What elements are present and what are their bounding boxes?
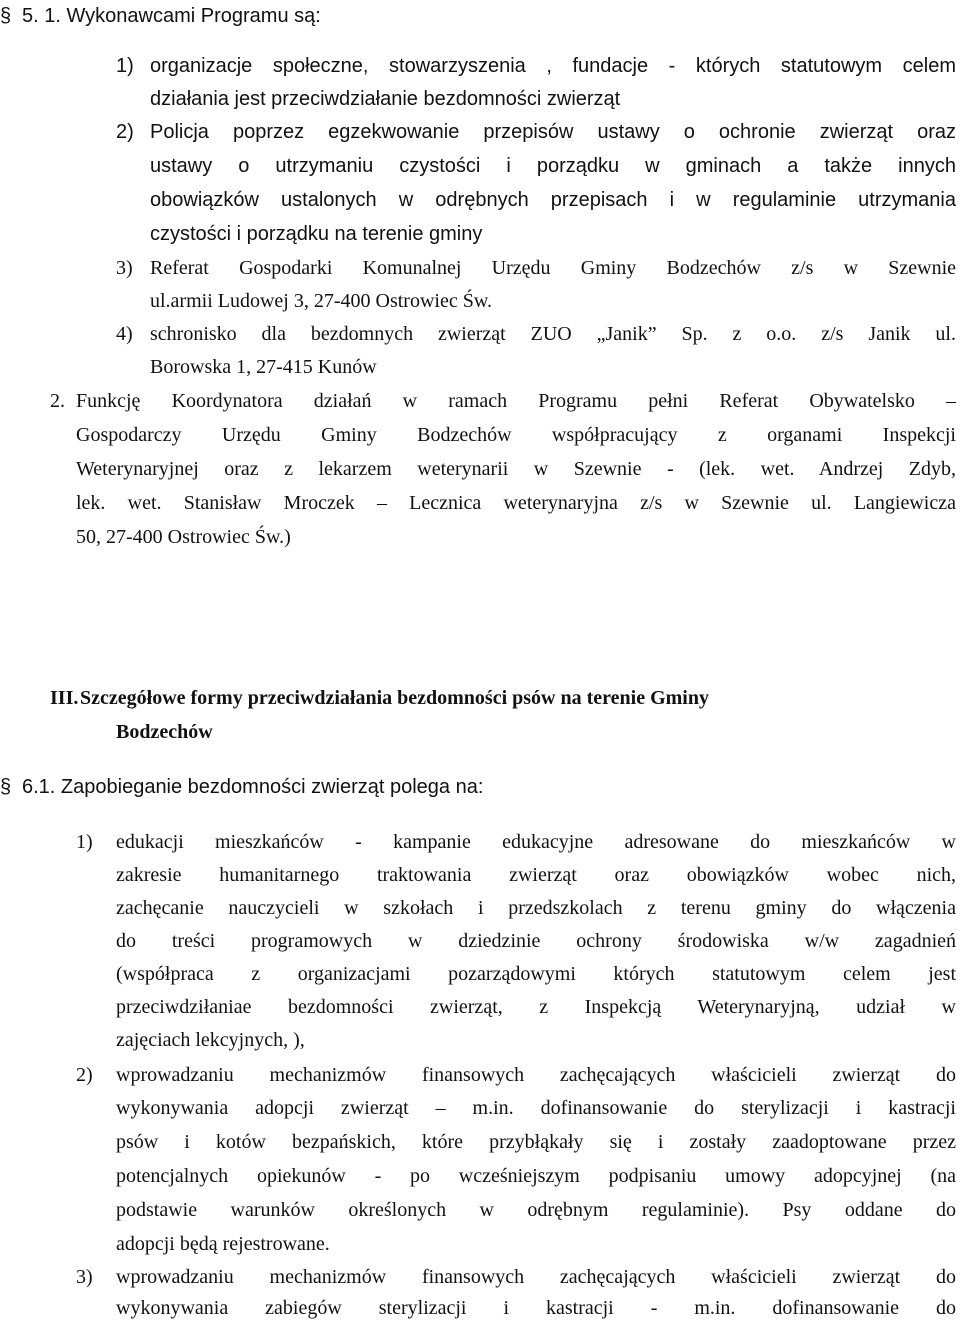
paragraph-line: Weterynaryjnej oraz z lekarzem weterynarii w Szewnie - (lek. wet. Andrzej Zdyb, [76,458,956,480]
list-item-line: ustawy o utrzymaniu czystości i porządku w gminach a także innych [150,155,956,177]
list-item-line: potencjalnych opiekunów - po wcześniejszym podpisaniu umowy adopcyjnej (na [116,1165,956,1187]
section-5-heading [0,0,321,33]
section-6-heading [0,771,483,804]
list-item-num: 1) [76,831,93,853]
list-item-num: 1) [116,55,134,77]
list-item-num: 3) [76,1266,93,1288]
list-item-line: wprowadzaniu mechanizmów finansowych zachęcających właścicieli zwierząt do [116,1266,956,1288]
paragraph-line: Funkcję Koordynatora działań w ramach Programu pełni Referat Obywatelsko – [76,390,956,412]
list-item-line: Policja poprzez egzekwowanie przepisów ustawy o ochronie zwierząt oraz [150,121,956,143]
section-6-heading-text: 6.1. Zapobieganie bezdomności zwierząt polega na: [22,776,484,798]
list-item-line: obowiązków ustalonych w odrębnych przepisach i w regulaminie utrzymania [150,189,956,211]
list-item-line: (współpraca z organizacjami pozarządowymi których statutowym celem jest [116,963,956,985]
list-item-line: Referat Gospodarki Komunalnej Urzędu Gminy Bodzechów z/s w Szewnie [150,257,956,279]
list-item-line: zajęciach lekcyjnych, ), [116,1029,305,1051]
list-item-line: wykonywania zabiegów sterylizacji i kastracji - m.in. dofinansowanie do [116,1297,956,1319]
point-num: 2. [50,390,65,412]
list-item-line: do treści programowych w dziedzinie ochrony środowiska w/w zagadnień [116,930,956,952]
paragraph-line: lek. wet. Stanisław Mroczek – Lecznica weterynaryjna z/s w Szewnie ul. Langiewicza [76,492,956,514]
list-item-line: wprowadzaniu mechanizmów finansowych zachęcających właścicieli zwierząt do [116,1064,956,1086]
chapter-title-continued: Bodzechów [116,721,213,743]
list-item-line: edukacji mieszkańców - kampanie edukacyjne adresowane do mieszkańców w [116,831,956,853]
list-item-line: Borowska 1, 27-415 Kunów [150,356,377,378]
list-item-num: 2) [116,121,134,143]
list-item-line: zachęcanie nauczycieli w szkołach i przedszkolach z terenu gminy do włączenia [116,897,956,919]
list-item-line: podstawie warunków określonych w odrębnym regulaminie). Psy oddane do [116,1199,956,1221]
chapter-numeral: III. [50,687,79,709]
paragraph-line: Gospodarczy Urzędu Gminy Bodzechów współpracujący z organami Inspekcji [76,424,956,446]
paragraph-line: 50, 27-400 Ostrowiec Św.) [76,526,291,548]
list-item-line: wykonywania adopcji zwierząt – m.in. dofinansowanie do sterylizacji i kastracji [116,1097,956,1119]
list-item-line: organizacje społeczne, stowarzyszenia , fundacje - których statutowym celem [150,55,956,77]
list-item-line: przeciwdziłaniae bezdomności zwierząt, z Inspekcją Weterynaryjną, udział w [116,996,956,1018]
list-item-num: 3) [116,257,133,279]
list-item-num: 2) [76,1064,93,1086]
list-item-line: działania jest przeciwdziałanie bezdomności zwierząt [150,88,621,110]
list-item-line: zakresie humanitarnego traktowania zwierząt oraz obowiązków wobec nich, [116,864,956,886]
chapter-title: Szczegółowe formy przeciwdziałania bezdomności psów na terenie Gminy [80,687,709,709]
list-item-line: adopcji będą rejestrowane. [116,1233,330,1255]
section-symbol: § [0,776,12,798]
list-item-line: ul.armii Ludowej 3, 27-400 Ostrowiec Św. [150,290,492,312]
list-item-line: czystości i porządku na terenie gminy [150,223,483,245]
list-item-line: schronisko dla bezdomnych zwierząt ZUO „Janik” Sp. z o.o. z/s Janik ul. [150,323,956,345]
section-symbol: § [0,5,12,27]
list-item-line: psów i kotów bezpańskich, które przybłąkały się i zostały zaadoptowane przez [116,1131,956,1153]
list-item-num: 4) [116,323,133,345]
section-5-heading-text: 5. 1. Wykonawcami Programu są: [22,5,321,27]
